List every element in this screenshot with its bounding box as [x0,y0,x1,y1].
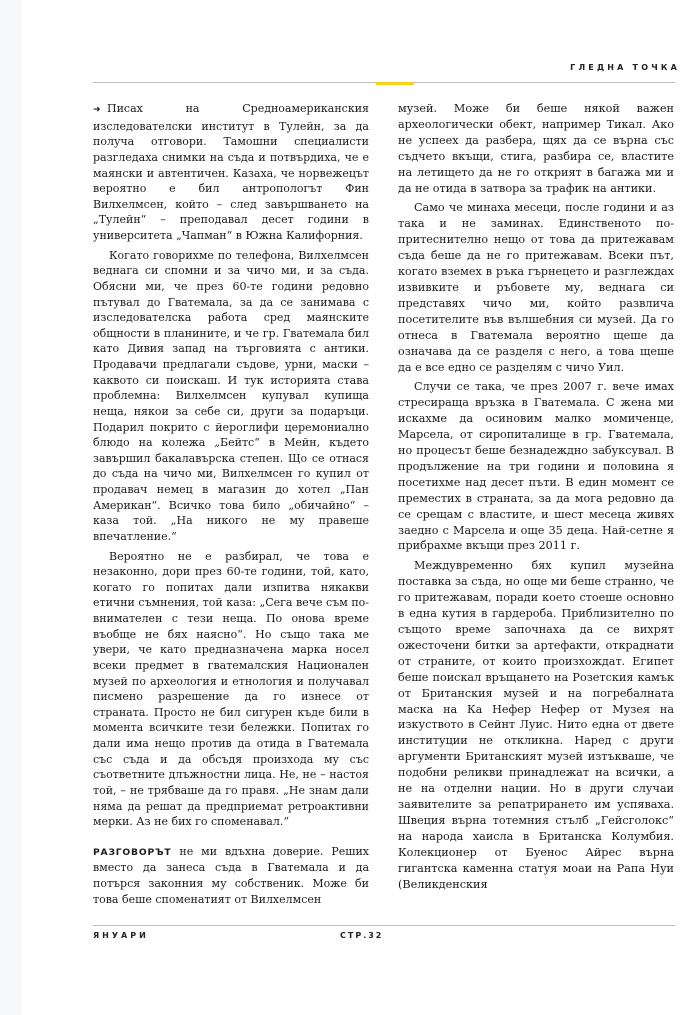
page-number: СТР.32 [340,931,384,940]
section-label: ГЛЕДНА ТОЧКА [570,63,680,72]
footer-month: ЯНУАРИ [93,931,149,940]
yellow-accent-rule [376,82,414,85]
left-paragraph-2: Когато говорихме по телефона, Вилхелмсен веднага си спомни и за чичо ми, и за съда. Обясни ми, че през 60-те години редовно пътувал до Гватемала, за да се занимава с изследователска работа сред маянските общности в планините, и че гр. Гватемала бил като Дивия запад на търговията с антики. Продавачи предлагали съдове, урни, маски – каквото си поискаш. И тук историята става проблемна: Вилхелмсен купувал купища неща, някои за себе си, други за подаръци. Подарил покрито с йероглифи церемониално блюдо на колежа „Бейтс“ в Мейн, където завършил бакалавърска степен. Що се отнася до съда на чичо ми, Вилхелмсен го купил от продавач немец в магазин до хотел „Пан Американ“. Всичко това било „обичайно“ – каза той. „На никого не му правеше впечатление.“ [93,248,369,543]
right-paragraph-1: музей. Може би беше някой важен археологически обект, например Тикал. Ако не успеех да разбера, щях да се върна със съдчето вкъщи, стига, разбира се, властите на летището да не го открият в багажа ми и да не отида в затвора за трафик на антики. [398,102,674,195]
left-paragraph-3: Вероятно не е разбирал, че това е незаконно, дори през 60-те години, той, като, когато го попитах дали изпитва някакви етични съмнения, той каза: „Сега вече съм по-внимателен с тези неща. По онова време въобще не бях наясно“. Но също така ме увери, че като предназначена марка носел всеки предмет в гватемалския Национален музей по археология и етнология и получавал писмено разрешение да го изнесе от страната. Просто не бил сигурен къде били в момента всичките тези бележки. Попитах го дали има нещо против да отида в Гватемала със съда и да обсъдя произхода му със съответните длъжностни лица. Не, не – настоя той, – не трябваше да го правя. „Не знам дали няма да решат да предприемат ретроактивни мерки. Аз не бих го споменавал.“ [93,549,369,829]
right-paragraph-2: Само че минаха месеци, после години и аз така и не заминах. Единственото по-притеснително нещо от това да притежавам съда беше да не го притежавам. Всеки път, когато вземех в ръка гърнецето и разглеждах извивките и ръбовете му, веднага си представях чичо ми, който развлича посетителите във вълшебния си музей. Да го отнеса в Гватемала вероятно щеше да означава да се разделя с него, а това щеше да е все едно се разделям с чичо Уил. [398,201,674,374]
right-paragraph-3: Случи се така, че през 2007 г. вече имах стресираща връзка в Гватемала. С жена ми искахме да осиновим малко момиченце, Марсела, от сиропиталище в гр. Гватемала, но процесът беше безнадеждно забуксувал. В продължение на три години и половина я посетихме над десет пъти. В един момент се преместих в страната, за да мога редовно да се срещам с властите, и шест месеца живях заедно с Марсела и още 35 деца. Най-сетне я прибрахме вкъщи през 2011 г. [398,380,674,553]
arrow-icon: ➜ [93,105,101,115]
left-paragraph-1: ➜ Писах на Средноамериканския изследователски институт в Тулейн, за да получа отговори. Тамошни специалисти разгледаха снимки на съда и потвърдиха, че е маянски и автентичен. Казаха, че норвежецът вероятно е бил антропологът Фин Вилхелмсен, който – след завършването на „Тулейн“ – преподавал десет години в университета „Чапман“ в Южна Калифорния. [93,102,369,242]
right-paragraph-4: Междувременно бях купил музейна поставка за съда, но още ми беше странно, че го притежавам, поради което стоеше основно в една кутия в гардероба. Приблизително по същото време започнаха да се вихрят ожесточени битки за артефакти, откраднати от страните, от които произхождат. Египет беше поискал връщането на Розетския камък от Британския музей и на погребалната маска на Ка Нефер Нефер от Музея на изкуството в Сейнт Луис. Нито една от двете институции не откликна. Наред с други аргументи Британският музей изтъкваше, че подобни реликви принадлежат на всички, а не на отделни нации. Но в други случаи заявителите за репатрирането им успяваха. Швеция върна тотемния стълб „Гейсголокс“ на народа хаисла в Британска Колумбия. Колекционер от Буенос Айрес върна гигантска каменна статуя моаи на Рапа Нуи (Великденския [398,559,674,891]
left-column [93,101,369,907]
left-paragraph-4: РАЗГОВОРЪТ не ми вдъхна доверие. Реших вместо да занеса съда в Гватемала и да потърся законния му собственик. Може би това беше споменатият от Вилхелмсен [93,844,369,906]
footer-rule [93,925,675,926]
lead-in-word: РАЗГОВОРЪТ [93,846,172,858]
page-edge-shade [0,0,22,1015]
right-column [398,101,674,892]
